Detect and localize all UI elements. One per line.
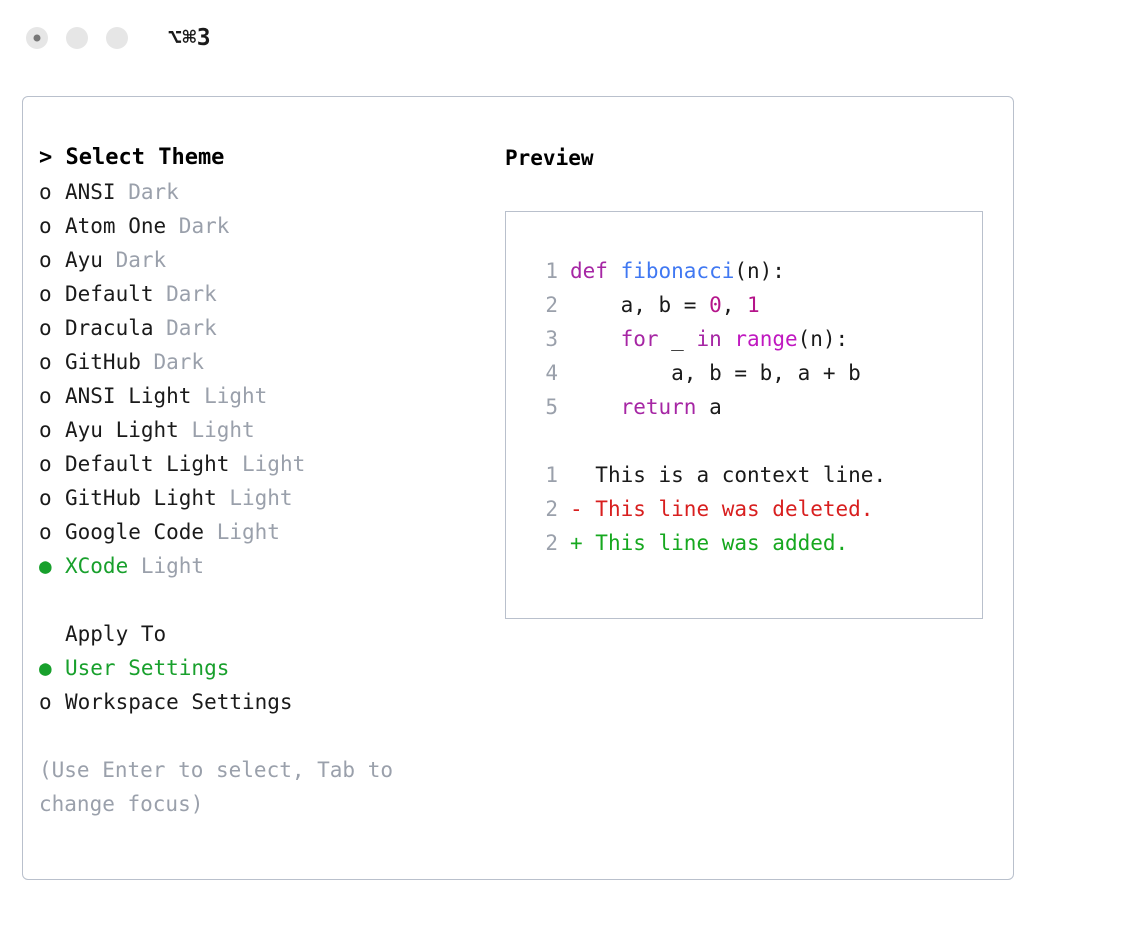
code-token [570, 327, 621, 351]
title-bar [0, 0, 1140, 76]
theme-option-label: ANSI [65, 180, 116, 204]
diff-line [528, 492, 982, 526]
line-number: 1 [545, 463, 558, 487]
code-token: 0 [709, 293, 722, 317]
radio-icon: o [39, 452, 52, 476]
radio-icon: o [39, 316, 52, 340]
theme-option-label: Default [65, 282, 154, 306]
radio-icon: o [39, 486, 52, 510]
theme-option-label: XCode [65, 554, 129, 578]
code-token: a, b = b, a + b [570, 361, 861, 385]
theme-option[interactable] [39, 345, 485, 379]
theme-option-variant: Light [229, 452, 306, 476]
select-theme-title: > Select Theme [39, 145, 225, 170]
theme-option-variant: Dark [140, 350, 205, 374]
theme-option-label: Ayu Light [65, 418, 179, 442]
theme-option-variant: Light [128, 554, 205, 578]
theme-picker-panel [22, 96, 1014, 880]
code-line [528, 288, 982, 322]
radio-icon: o [39, 384, 52, 408]
keyboard-hint: (Use Enter to select, Tab to change focus) [39, 758, 406, 816]
code-line [528, 356, 982, 390]
theme-option-label: Atom One [65, 214, 167, 238]
radio-icon: o [39, 690, 52, 714]
line-number: 2 [545, 293, 558, 317]
theme-option-variant: Dark [166, 214, 230, 238]
diff-text: This line was deleted. [582, 497, 874, 521]
diff-sign: + [570, 531, 583, 555]
theme-list[interactable] [39, 175, 485, 583]
theme-option-label: ANSI Light [65, 384, 192, 408]
theme-option[interactable] [39, 175, 485, 209]
diff-preview [528, 458, 982, 560]
theme-option[interactable] [39, 447, 485, 481]
code-token: def [570, 259, 621, 283]
diff-text: This is a context line. [582, 463, 887, 487]
theme-option-label: Google Code [65, 520, 205, 544]
theme-option[interactable] [39, 481, 485, 515]
code-token: _ [658, 327, 697, 351]
diff-line [528, 526, 982, 560]
diff-line [528, 458, 982, 492]
theme-option-variant: Light [191, 384, 268, 408]
theme-option[interactable] [39, 515, 485, 549]
line-number: 4 [545, 361, 558, 385]
line-number: 5 [545, 395, 558, 419]
code-token: a, b = [570, 293, 710, 317]
window-control-close[interactable] [26, 27, 48, 49]
code-line [528, 390, 982, 424]
theme-option[interactable] [39, 413, 485, 447]
apply-to-title: Apply To [65, 622, 167, 646]
theme-option-variant: Dark [102, 248, 167, 272]
radio-icon: o [39, 350, 52, 374]
line-number: 2 [545, 497, 558, 521]
code-preview [528, 254, 982, 424]
theme-option-label: Ayu [65, 248, 103, 272]
apply-to-option[interactable] [39, 685, 485, 719]
code-token: (n): [797, 327, 849, 351]
code-token: fibonacci [620, 259, 735, 283]
radio-icon: o [39, 214, 52, 238]
theme-option[interactable] [39, 379, 485, 413]
theme-option-variant: Dark [153, 282, 217, 306]
diff-sign: - [570, 497, 583, 521]
diff-sign [570, 463, 583, 487]
line-number: 2 [545, 531, 558, 555]
theme-option[interactable] [39, 311, 485, 345]
shortcut-label: ⌥⌘3 [168, 25, 212, 51]
radio-selected-icon: ● [39, 656, 52, 680]
radio-icon: o [39, 180, 52, 204]
theme-option-label: Dracula [65, 316, 154, 340]
theme-option-variant: Dark [115, 180, 179, 204]
line-number: 1 [545, 259, 558, 283]
code-token: (n): [734, 259, 785, 283]
theme-option-label: Default Light [65, 452, 230, 476]
code-line [528, 322, 982, 356]
radio-icon: o [39, 418, 52, 442]
apply-to-list[interactable] [39, 651, 485, 719]
apply-to-option-label: User Settings [65, 656, 230, 680]
theme-option[interactable] [39, 277, 485, 311]
theme-option[interactable] [39, 243, 485, 277]
code-token [722, 327, 735, 351]
radio-selected-icon: ● [39, 554, 52, 578]
theme-option-label: GitHub Light [65, 486, 217, 510]
preview-box [505, 211, 983, 619]
preview-label: Preview [505, 146, 594, 170]
theme-list-column [23, 141, 485, 821]
code-token: for [620, 327, 659, 351]
radio-icon: o [39, 282, 52, 306]
code-token: , [721, 293, 748, 317]
code-token: a [696, 395, 722, 419]
code-line [528, 254, 982, 288]
theme-option[interactable] [39, 209, 485, 243]
code-token: 1 [747, 293, 760, 317]
radio-icon: o [39, 520, 52, 544]
code-token: return [620, 395, 697, 419]
window-control-minimize[interactable] [66, 27, 88, 49]
theme-option-label: GitHub [65, 350, 141, 374]
code-token: in [696, 327, 722, 351]
apply-to-option[interactable] [39, 651, 485, 685]
radio-icon: o [39, 248, 52, 272]
window-control-maximize[interactable] [106, 27, 128, 49]
theme-option-variant: Light [204, 520, 280, 544]
theme-option[interactable] [39, 549, 485, 583]
theme-option-variant: Light [216, 486, 293, 510]
code-token: range [734, 327, 798, 351]
theme-option-variant: Light [178, 418, 255, 442]
preview-column [485, 141, 1013, 821]
theme-option-variant: Dark [153, 316, 217, 340]
apply-to-option-label: Workspace Settings [65, 690, 293, 714]
diff-text: This line was added. [582, 531, 849, 555]
code-token [570, 395, 621, 419]
line-number: 3 [545, 327, 558, 351]
